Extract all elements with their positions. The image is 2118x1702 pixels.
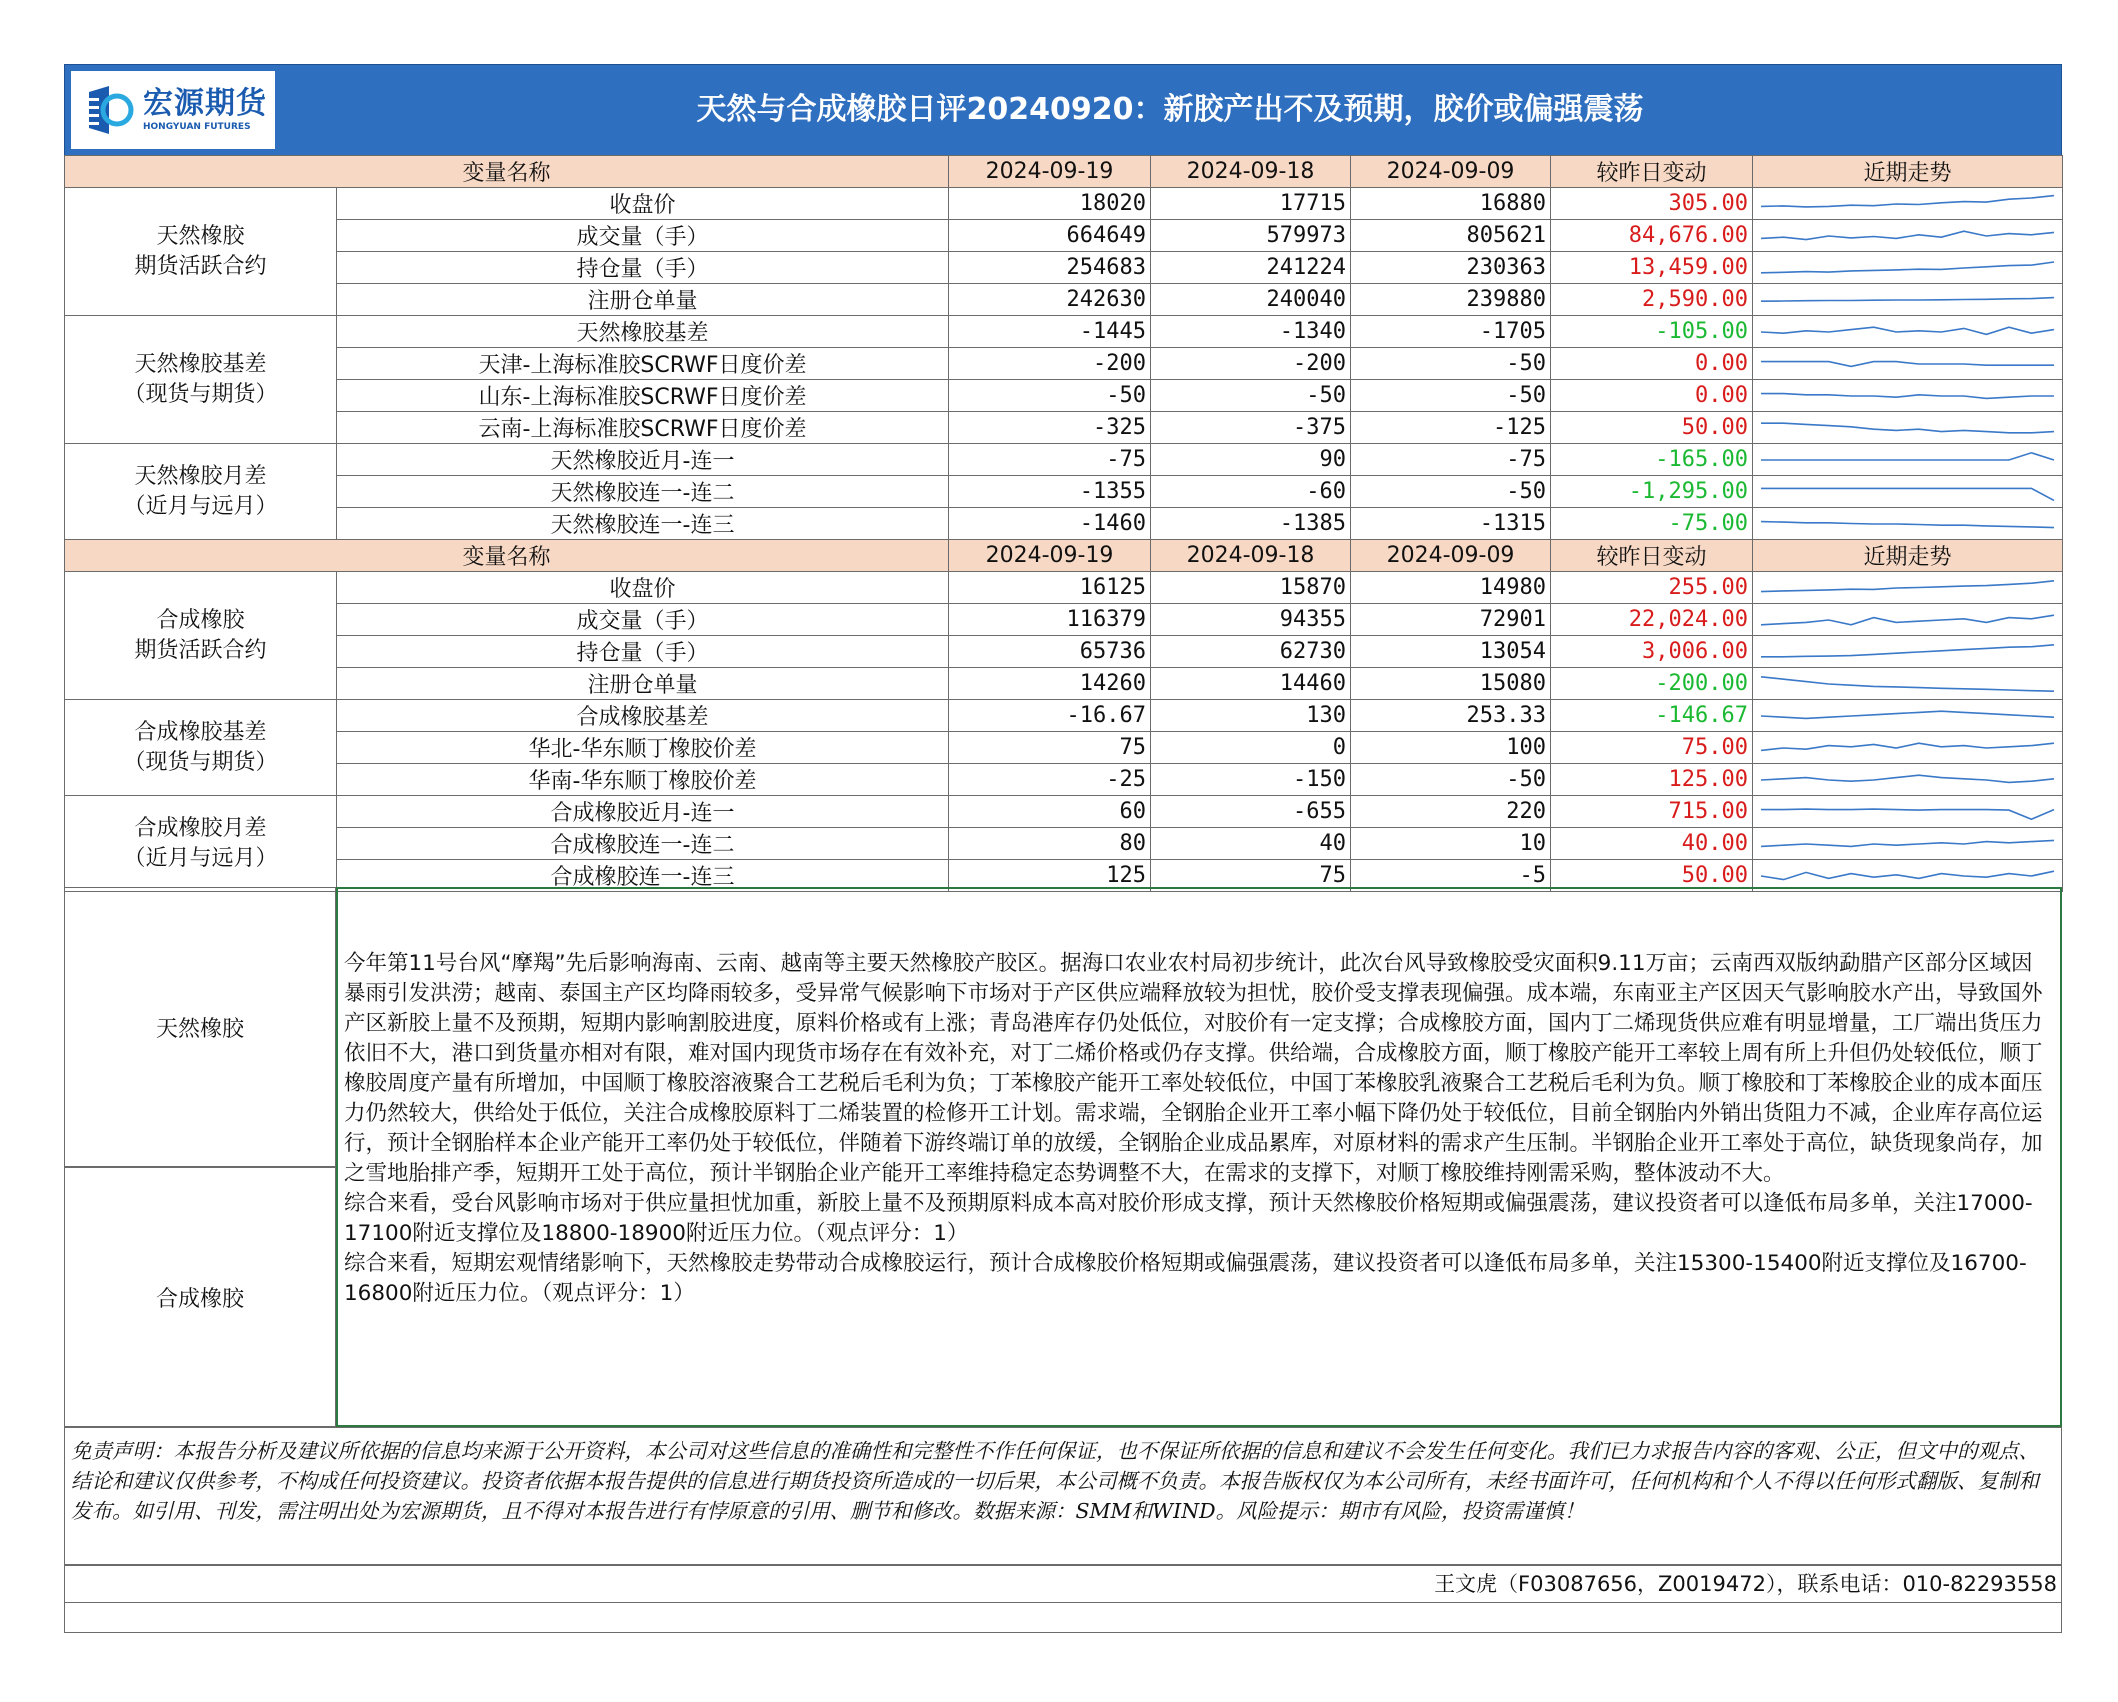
value-cell: 90	[1151, 444, 1351, 476]
change-cell: -146.67	[1551, 700, 1753, 732]
change-cell: 715.00	[1551, 796, 1753, 828]
commentary-text	[336, 887, 2062, 1427]
column-header: 变量名称	[65, 156, 949, 188]
value-cell: 220	[1351, 796, 1551, 828]
report-sheet	[64, 64, 2062, 1658]
value-cell: 40	[1151, 828, 1351, 860]
table-row	[65, 188, 2063, 220]
table-row	[65, 252, 2063, 284]
row-category	[65, 572, 337, 700]
sparkline-line	[1761, 809, 2054, 819]
data-table	[64, 155, 2063, 892]
variable-name: 合成橡胶连一-连三	[337, 860, 949, 892]
sparkline-chart	[1757, 318, 2058, 346]
table-row	[65, 572, 2063, 604]
company-logo	[71, 71, 275, 149]
value-cell: 72901	[1351, 604, 1551, 636]
value-cell: -200	[949, 348, 1151, 380]
value-cell: 242630	[949, 284, 1151, 316]
table-row	[65, 444, 2063, 476]
value-cell: 579973	[1151, 220, 1351, 252]
sparkline-chart	[1757, 190, 2058, 218]
change-cell: 40.00	[1551, 828, 1753, 860]
column-header: 2024-09-19	[949, 540, 1151, 572]
category-line: （近月与远月）	[123, 493, 278, 519]
change-cell: -1,295.00	[1551, 476, 1753, 508]
value-cell: -125	[1351, 412, 1551, 444]
value-cell: 16880	[1351, 188, 1551, 220]
value-cell: -1445	[949, 316, 1151, 348]
sparkline-line	[1761, 423, 2054, 433]
value-cell: -1315	[1351, 508, 1551, 540]
sparkline-line	[1761, 327, 2054, 334]
sparkline-cell	[1753, 476, 2063, 508]
sparkline-cell	[1753, 188, 2063, 220]
sparkline-chart	[1757, 766, 2058, 794]
value-cell: -50	[1351, 764, 1551, 796]
value-cell: 0	[1151, 732, 1351, 764]
sparkline-chart	[1757, 702, 2058, 730]
sparkline-line	[1761, 488, 2054, 500]
value-cell: 14260	[949, 668, 1151, 700]
value-cell: 62730	[1151, 636, 1351, 668]
table-row	[65, 284, 2063, 316]
change-cell: 50.00	[1551, 860, 1753, 892]
table-row	[65, 828, 2063, 860]
variable-name: 天津-上海标准胶SCRWF日度价差	[337, 348, 949, 380]
row-category	[65, 444, 337, 540]
value-cell: -75	[1351, 444, 1551, 476]
value-cell: 60	[949, 796, 1151, 828]
change-cell: -75.00	[1551, 508, 1753, 540]
commentary-label-natural: 天然橡胶	[64, 887, 336, 1167]
change-cell: -165.00	[1551, 444, 1753, 476]
value-cell: -1460	[949, 508, 1151, 540]
value-cell: 16125	[949, 572, 1151, 604]
sparkline-line	[1761, 615, 2054, 625]
sparkline-chart	[1757, 574, 2058, 602]
sparkline-cell	[1753, 348, 2063, 380]
sparkline-line	[1761, 521, 2054, 527]
value-cell: 17715	[1151, 188, 1351, 220]
sparkline-chart	[1757, 510, 2058, 538]
column-header: 2024-09-18	[1151, 540, 1351, 572]
value-cell: -50	[1151, 380, 1351, 412]
category-line: 合成橡胶	[156, 607, 245, 633]
header-row	[65, 540, 2063, 572]
value-cell: -75	[949, 444, 1151, 476]
sparkline-line	[1761, 711, 2054, 718]
column-header: 近期走势	[1753, 156, 2063, 188]
sparkline-cell	[1753, 252, 2063, 284]
category-line: （现货与期货）	[123, 381, 278, 407]
category-line: 天然橡胶基差	[134, 351, 267, 377]
sparkline-line	[1761, 393, 2054, 398]
sparkline-line	[1761, 644, 2054, 656]
sparkline-cell	[1753, 316, 2063, 348]
value-cell: 240040	[1151, 284, 1351, 316]
sparkline-chart	[1757, 446, 2058, 474]
variable-name: 山东-上海标准胶SCRWF日度价差	[337, 380, 949, 412]
sparkline-cell	[1753, 732, 2063, 764]
value-cell: -1355	[949, 476, 1151, 508]
sparkline-line	[1761, 775, 2054, 782]
commentary-paragraph: 今年第11号台风“摩羯”先后影响海南、云南、越南等主要天然橡胶产胶区。据海口农业农村局初步统计，此次台风导致橡胶受灾面积9.11万亩；云南西双版纳勐腊产区部分区域因暴雨引发洪涝；越南、泰国主产区均降雨较多，受异常气候影响下市场对于产区供应端释放较为担忧，胶价受支撑表现偏强。成本端，东南亚主产区因天气影响胶水产出，导致国外产区新胶上量不及预期，短期内影响割胶进度，原料价格或有上涨；青岛港库存仍处低位，对胶价有一定支撑；合成橡胶方面，国内丁二烯现货供应难有明显增量，工厂端出货压力依旧不大，港口到货量亦相对有限，难对国内现货市场存在有效补充，对丁二烯价格或仍存支撑。供给端，合成橡胶方面，顺丁橡胶产能开工率较上周有所上升但仍处较低位，顺丁橡胶周度产量有所增加，中国顺丁橡胶溶液聚合工艺税后毛利为负；丁苯橡胶产能开工率处较低位，中国丁苯橡胶乳液聚合工艺税后毛利为负。顺丁橡胶和丁苯橡胶企业的成本面压力仍然较大，供给处于低位，关注合成橡胶原料丁二烯装置的检修开工计划。需求端，全钢胎企业开工率小幅下降仍处于较低位，目前全钢胎内外销出货阻力不减，企业库存高位运行，预计全钢胎样本企业产能开工率仍处于较低位，伴随着下游终端订单的放缓，全钢胎企业成品累库，对原材料的需求产生压制。半钢胎企业开工率处于高位，缺货现象尚存，加之雪地胎排产季，短期开工处于高位，预计半钢胎企业产能开工率维持稳定态势调整不大，在需求的支撑下，对顺丁橡胶维持刚需采购，整体波动不大。	[344, 951, 2043, 1186]
sparkline-chart	[1757, 414, 2058, 442]
value-cell: 13054	[1351, 636, 1551, 668]
column-header: 2024-09-19	[949, 156, 1151, 188]
value-cell: 664649	[949, 220, 1151, 252]
value-cell: 230363	[1351, 252, 1551, 284]
change-cell: 255.00	[1551, 572, 1753, 604]
change-cell: 125.00	[1551, 764, 1753, 796]
sparkline-cell	[1753, 284, 2063, 316]
value-cell: 10	[1351, 828, 1551, 860]
sparkline-cell	[1753, 412, 2063, 444]
table-row	[65, 220, 2063, 252]
sparkline-line	[1761, 297, 2054, 301]
header-row	[65, 156, 2063, 188]
change-cell: 50.00	[1551, 412, 1753, 444]
row-category	[65, 316, 337, 444]
sparkline-cell	[1753, 700, 2063, 732]
sparkline-cell	[1753, 444, 2063, 476]
table-row	[65, 796, 2063, 828]
sparkline-line	[1761, 676, 2054, 690]
commentary-section	[64, 887, 2062, 1427]
value-cell: 15870	[1151, 572, 1351, 604]
sparkline-line	[1761, 452, 2054, 459]
value-cell: -150	[1151, 764, 1351, 796]
category-line: 期货活跃合约	[134, 637, 267, 663]
table-row	[65, 636, 2063, 668]
category-line: 合成橡胶基差	[134, 719, 267, 745]
variable-name: 持仓量（手）	[337, 252, 949, 284]
table-row	[65, 668, 2063, 700]
change-cell: 3,006.00	[1551, 636, 1753, 668]
sparkline-cell	[1753, 636, 2063, 668]
sparkline-line	[1761, 231, 2054, 239]
sparkline-cell	[1753, 828, 2063, 860]
variable-name: 注册仓单量	[337, 668, 949, 700]
commentary-label-synthetic: 合成橡胶	[64, 1167, 336, 1427]
category-line: 天然橡胶月差	[134, 463, 267, 489]
value-cell: 75	[949, 732, 1151, 764]
variable-name: 成交量（手）	[337, 220, 949, 252]
variable-name: 天然橡胶基差	[337, 316, 949, 348]
value-cell: 15080	[1351, 668, 1551, 700]
sparkline-chart	[1757, 798, 2058, 826]
sparkline-line	[1761, 871, 2054, 879]
value-cell: -50	[1351, 348, 1551, 380]
category-line: 合成橡胶月差	[134, 815, 267, 841]
value-cell: -200	[1151, 348, 1351, 380]
value-cell: 14980	[1351, 572, 1551, 604]
column-header: 2024-09-09	[1351, 156, 1551, 188]
value-cell: 14460	[1151, 668, 1351, 700]
variable-name: 注册仓单量	[337, 284, 949, 316]
sparkline-chart	[1757, 254, 2058, 282]
author-contact: 王文虎（F03087656，Z0019472），联系电话：010-82293558	[64, 1565, 2062, 1603]
table-row	[65, 700, 2063, 732]
change-cell: 305.00	[1551, 188, 1753, 220]
sparkline-chart	[1757, 670, 2058, 698]
category-line: （现货与期货）	[123, 749, 278, 775]
value-cell: 18020	[949, 188, 1151, 220]
variable-name: 收盘价	[337, 572, 949, 604]
table-row	[65, 348, 2063, 380]
sparkline-cell	[1753, 604, 2063, 636]
variable-name: 合成橡胶基差	[337, 700, 949, 732]
commentary-paragraph: 综合来看，受台风影响市场对于供应量担忧加重，新胶上量不及预期原料成本高对胶价形成支撑，预计天然橡胶价格短期或偏强震荡，建议投资者可以逢低布局多单，关注17000-17100附近支撑位及18800-18900附近压力位。（观点评分：1）	[344, 1191, 2033, 1246]
value-cell: 80	[949, 828, 1151, 860]
logo-text: 宏源期货	[143, 86, 267, 121]
table-row	[65, 380, 2063, 412]
table-row	[65, 604, 2063, 636]
column-header: 2024-09-18	[1151, 156, 1351, 188]
value-cell: -50	[1351, 476, 1551, 508]
value-cell: 94355	[1151, 604, 1351, 636]
value-cell: -50	[949, 380, 1151, 412]
table-row	[65, 412, 2063, 444]
variable-name: 收盘价	[337, 188, 949, 220]
disclaimer: 免责声明：本报告分析及建议所依据的信息均来源于公开资料，本公司对这些信息的准确性和完整性不作任何保证，也不保证所依据的信息和建议不会发生任何变化。我们已力求报告内容的客观、公正，但文中的观点、结论和建议仅供参考，不构成任何投资建议。投资者依据本报告提供的信息进行期货投资所造成的一切后果，本公司概不负责。本报告版权仅为本公司所有，未经书面许可，任何机构和个人不得以任何形式翻版、复制和发布。如引用、刊发，需注明出处为宏源期货，且不得对本报告进行有悖原意的引用、删节和修改。数据来源：SMM和WIND。风险提示：期市有风险，投资需谨慎！	[64, 1427, 2062, 1565]
commentary-paragraph: 综合来看，短期宏观情绪影响下，天然橡胶走势带动合成橡胶运行，预计合成橡胶价格短期或偏强震荡，建议投资者可以逢低布局多单，关注15300-15400附近支撑位及16700-16800附近压力位。（观点评分：1）	[344, 1251, 2027, 1306]
sparkline-line	[1761, 743, 2054, 750]
footer-blank-row	[64, 1603, 2062, 1633]
sparkline-chart	[1757, 286, 2058, 314]
table-row	[65, 508, 2063, 540]
value-cell: -60	[1151, 476, 1351, 508]
sparkline-chart	[1757, 606, 2058, 634]
column-header: 近期走势	[1753, 540, 2063, 572]
change-cell: 22,024.00	[1551, 604, 1753, 636]
category-line: 天然橡胶	[156, 223, 245, 249]
table-row	[65, 764, 2063, 796]
table-row	[65, 316, 2063, 348]
sparkline-chart	[1757, 862, 2058, 890]
value-cell: -16.67	[949, 700, 1151, 732]
value-cell: 130	[1151, 700, 1351, 732]
value-cell: -1340	[1151, 316, 1351, 348]
value-cell: 125	[949, 860, 1151, 892]
sparkline-line	[1761, 361, 2054, 366]
variable-name: 成交量（手）	[337, 604, 949, 636]
report-title: 天然与合成橡胶日评20240920：新胶产出不及预期，胶价或偏强震荡	[696, 92, 1644, 127]
variable-name: 持仓量（手）	[337, 636, 949, 668]
change-cell: 84,676.00	[1551, 220, 1753, 252]
sparkline-chart	[1757, 350, 2058, 378]
sparkline-cell	[1753, 572, 2063, 604]
sparkline-chart	[1757, 830, 2058, 858]
value-cell: -325	[949, 412, 1151, 444]
sparkline-line	[1761, 840, 2054, 846]
variable-name: 华北-华东顺丁橡胶价差	[337, 732, 949, 764]
sparkline-cell	[1753, 380, 2063, 412]
variable-name: 天然橡胶连一-连二	[337, 476, 949, 508]
value-cell: -5	[1351, 860, 1551, 892]
table-row	[65, 476, 2063, 508]
sparkline-cell	[1753, 508, 2063, 540]
change-cell: 75.00	[1551, 732, 1753, 764]
column-header: 较昨日变动	[1551, 156, 1753, 188]
change-cell: -105.00	[1551, 316, 1753, 348]
value-cell: -1385	[1151, 508, 1351, 540]
table-row	[65, 732, 2063, 764]
sparkline-cell	[1753, 220, 2063, 252]
change-cell: 0.00	[1551, 380, 1753, 412]
value-cell: -50	[1351, 380, 1551, 412]
change-cell: 13,459.00	[1551, 252, 1753, 284]
variable-name: 天然橡胶近月-连一	[337, 444, 949, 476]
sparkline-chart	[1757, 382, 2058, 410]
value-cell: 254683	[949, 252, 1151, 284]
sparkline-chart	[1757, 222, 2058, 250]
hongyuan-logo-icon	[79, 82, 135, 138]
column-header: 变量名称	[65, 540, 949, 572]
value-cell: 100	[1351, 732, 1551, 764]
sparkline-line	[1761, 195, 2054, 206]
value-cell: 253.33	[1351, 700, 1551, 732]
report-header	[64, 64, 2062, 156]
value-cell: 241224	[1151, 252, 1351, 284]
value-cell: -655	[1151, 796, 1351, 828]
value-cell: -375	[1151, 412, 1351, 444]
value-cell: 239880	[1351, 284, 1551, 316]
logo-subtext: HONGYUAN FUTURES	[143, 122, 251, 132]
row-category	[65, 796, 337, 892]
sparkline-line	[1761, 262, 2054, 273]
change-cell: 2,590.00	[1551, 284, 1753, 316]
sparkline-line	[1761, 580, 2054, 591]
change-cell: 0.00	[1551, 348, 1753, 380]
category-line: 期货活跃合约	[134, 253, 267, 279]
variable-name: 天然橡胶连一-连三	[337, 508, 949, 540]
variable-name: 云南-上海标准胶SCRWF日度价差	[337, 412, 949, 444]
change-cell: -200.00	[1551, 668, 1753, 700]
variable-name: 合成橡胶近月-连一	[337, 796, 949, 828]
sparkline-cell	[1753, 764, 2063, 796]
sparkline-cell	[1753, 668, 2063, 700]
column-header: 2024-09-09	[1351, 540, 1551, 572]
sparkline-chart	[1757, 638, 2058, 666]
value-cell: 805621	[1351, 220, 1551, 252]
variable-name: 华南-华东顺丁橡胶价差	[337, 764, 949, 796]
row-category	[65, 188, 337, 316]
value-cell: -25	[949, 764, 1151, 796]
value-cell: 65736	[949, 636, 1151, 668]
sparkline-cell	[1753, 796, 2063, 828]
category-line: （近月与远月）	[123, 845, 278, 871]
sparkline-chart	[1757, 478, 2058, 506]
variable-name: 合成橡胶连一-连二	[337, 828, 949, 860]
row-category	[65, 700, 337, 796]
value-cell: 75	[1151, 860, 1351, 892]
value-cell: -1705	[1351, 316, 1551, 348]
column-header: 较昨日变动	[1551, 540, 1753, 572]
value-cell: 116379	[949, 604, 1151, 636]
sparkline-chart	[1757, 734, 2058, 762]
